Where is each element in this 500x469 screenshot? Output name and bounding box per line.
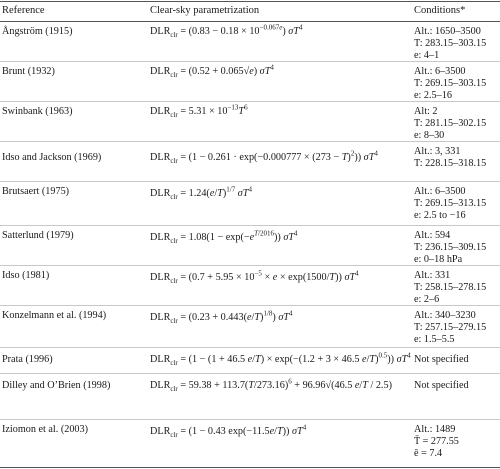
header-reference: Reference	[2, 5, 45, 16]
table-row-reference: Idso and Jackson (1969)	[2, 152, 102, 163]
header-conditions: Conditions*	[414, 5, 466, 16]
table-row-reference: Konzelmann et al. (1994)	[2, 310, 107, 321]
row-separator	[0, 181, 500, 182]
top-rule	[0, 1, 500, 2]
table-row-reference: Swinbank (1963)	[2, 106, 73, 117]
table-row-formula: $DLR_{clr} = (0.52 + 0.065√e)$ $\sigma T^4$	[150, 63, 274, 80]
table-row-formula: $DLR_{clr} = (0.7 + 5.95 \times 10^{-5} \times e \times \exp(1500/T))$ $\sigma T^4$	[150, 269, 359, 286]
table-row-formula: $DLR_{clr} = 1.24(e/T)^{1/7}$ $\sigma T^4$	[150, 185, 252, 202]
table-row-formula: $DLR_{clr} = 1.08(1 - \exp(-e^{T/2016}))$ $\sigma T^4$	[150, 229, 298, 246]
table-row-formula: $DLR_{clr} = (0.23 + 0.443(e/T)^{1/8})$ $\sigma T^4$	[150, 309, 293, 326]
row-separator	[0, 373, 500, 374]
table-row-conditions: Alt.: 3, 331 T: 228.15–318.15	[414, 146, 487, 170]
row-separator	[0, 225, 500, 226]
table-row-formula: $DLR_{clr} = 5.31 \times 10^{-13}T^6$	[150, 103, 248, 120]
table-row-reference: Ångström (1915)	[2, 26, 73, 37]
table-row-formula: $DLR_{clr} = 59.38 + 113.7(T/273.16)^6 + 96.96√(46.5$ e/T / 2.5)	[150, 377, 392, 394]
table-row-formula: $DLR_{clr} = (0.83 - 0.18 \times 10^{-0.067e})$ $\sigma T^4$	[150, 23, 303, 40]
row-separator	[0, 347, 500, 348]
table-row-reference: Satterlund (1979)	[2, 230, 74, 241]
table-row-conditions: Alt.: 331 T: 258.15–278.15 e: 2–6	[414, 270, 487, 306]
table-row-conditions: Alt.: 6–3500 T: 269.15–313.15 e: 2.5 to −16	[414, 186, 487, 222]
table-row-reference: Brutsaert (1975)	[2, 186, 70, 197]
table-row-formula: $DLR_{clr} = (1 - 0.261 \cdot \exp(-0.000777 \times (273 - T)^2))$ $\sigma T^4$	[150, 149, 378, 166]
table-row-conditions: Alt.: 1650–3500 T: 283.15–303.15 e: 4–1	[414, 26, 487, 62]
table-row-reference: Idso (1981)	[2, 270, 50, 281]
table-row-formula: $DLR_{clr} = (1 - 0.43$ exp(−11.5e/T)) $\sigma T^4$	[150, 423, 307, 440]
table-row-conditions: Alt.: 594 T: 236.15–309.15 e: 0–18 hPa	[414, 230, 487, 266]
table-row-reference: Brunt (1932)	[2, 66, 55, 77]
table-row-conditions: Alt.: 340–3230 T: 257.15–279.15 e: 1.5–5.5	[414, 310, 487, 346]
table-row-conditions: Alt: 2 T: 281.15–302.15 e: 8–30	[414, 106, 487, 142]
table-row-conditions: Alt.: 1489 T̄ = 277.55 ē = 7.4	[414, 424, 459, 460]
bottom-rule	[0, 467, 500, 468]
table-row-conditions: Not specified	[414, 380, 469, 391]
table-row-reference: Dilley and O’Brien (1998)	[2, 380, 111, 391]
row-separator	[0, 419, 500, 420]
table-row-conditions: Alt.: 6–3500 T: 269.15–303.15 e: 2.5–16	[414, 66, 487, 102]
table-row-reference: Iziomon et al. (2003)	[2, 424, 89, 435]
header-parametrization: Clear-sky parametrization	[150, 5, 260, 16]
table-row-reference: Prata (1996)	[2, 354, 53, 365]
table-row-formula: $DLR_{clr} = (1 - (1 + 46.5$ e/T) × exp(−(1.2 + 3 × 46.5 e/T)$^{0.5}$)) $\sigma T^4$	[150, 351, 411, 368]
header-rule	[0, 21, 500, 22]
table-row-conditions: Not specified	[414, 354, 469, 365]
